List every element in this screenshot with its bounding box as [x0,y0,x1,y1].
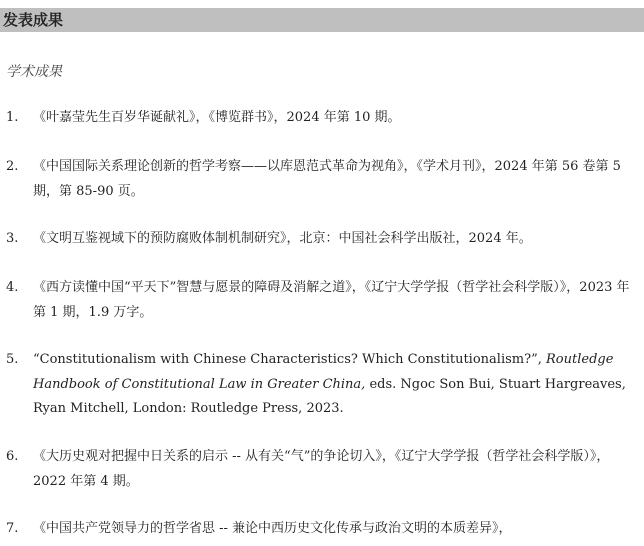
item-number: 5. [6,352,19,367]
item-number: 4. [6,280,19,295]
item-number: 6. [6,449,19,464]
item-text-italic: Routledge Handbook of Constitutional Law in Greater China, [33,352,614,392]
section-title: 发表成果 [3,11,64,29]
item-text: 《西方读懂中国“平天下”智慧与愿景的障碍及消解之道》，《辽宁大学学报（哲学社会科学版）》，2023 年第 1 期，1.9 万字。 [33,280,630,320]
item-text [33,348,641,422]
item-number: 2. [6,159,19,174]
item-text: 《大历史观对把握中日关系的启示 -- 从有关“气”的争论切入》，《辽宁大学学报（哲学社会科学版）》，2022 年第 4 期。 [33,449,610,489]
item-text-part: eds. Ngoc Son Bui, Stuart Hargreaves, Ryan Mitchell, London: Routledge Press, 2023. [33,376,626,416]
item-text-part: “Constitutionalism with Chinese Characteristics? Which Constitutionalism?”, [33,352,546,367]
item-text: 《中国共产党领导力的哲学省思 -- 兼论中西历史文化传承与政治文明的本质差异》， [33,521,512,536]
item-text: 《文明互鉴视域下的预防腐败体制机制研究》，北京：中国社会科学出版社，2024 年。 [33,231,532,246]
item-text: 《中国国际关系理论创新的哲学考察——以库恩范式革命为视角》，《学术月刊》，2024 年第 56 卷第 5 期，第 85-90 页。 [33,159,621,199]
item-text: 《叶嘉莹先生百岁华诞献礼》，《博览群书》，2024 年第 10 期。 [33,110,401,125]
item-number: 3. [6,231,19,246]
item-number: 7. [6,521,19,536]
section-header [0,8,644,32]
item-number: 1. [6,110,19,125]
subsection-title: 学术成果 [6,64,62,80]
